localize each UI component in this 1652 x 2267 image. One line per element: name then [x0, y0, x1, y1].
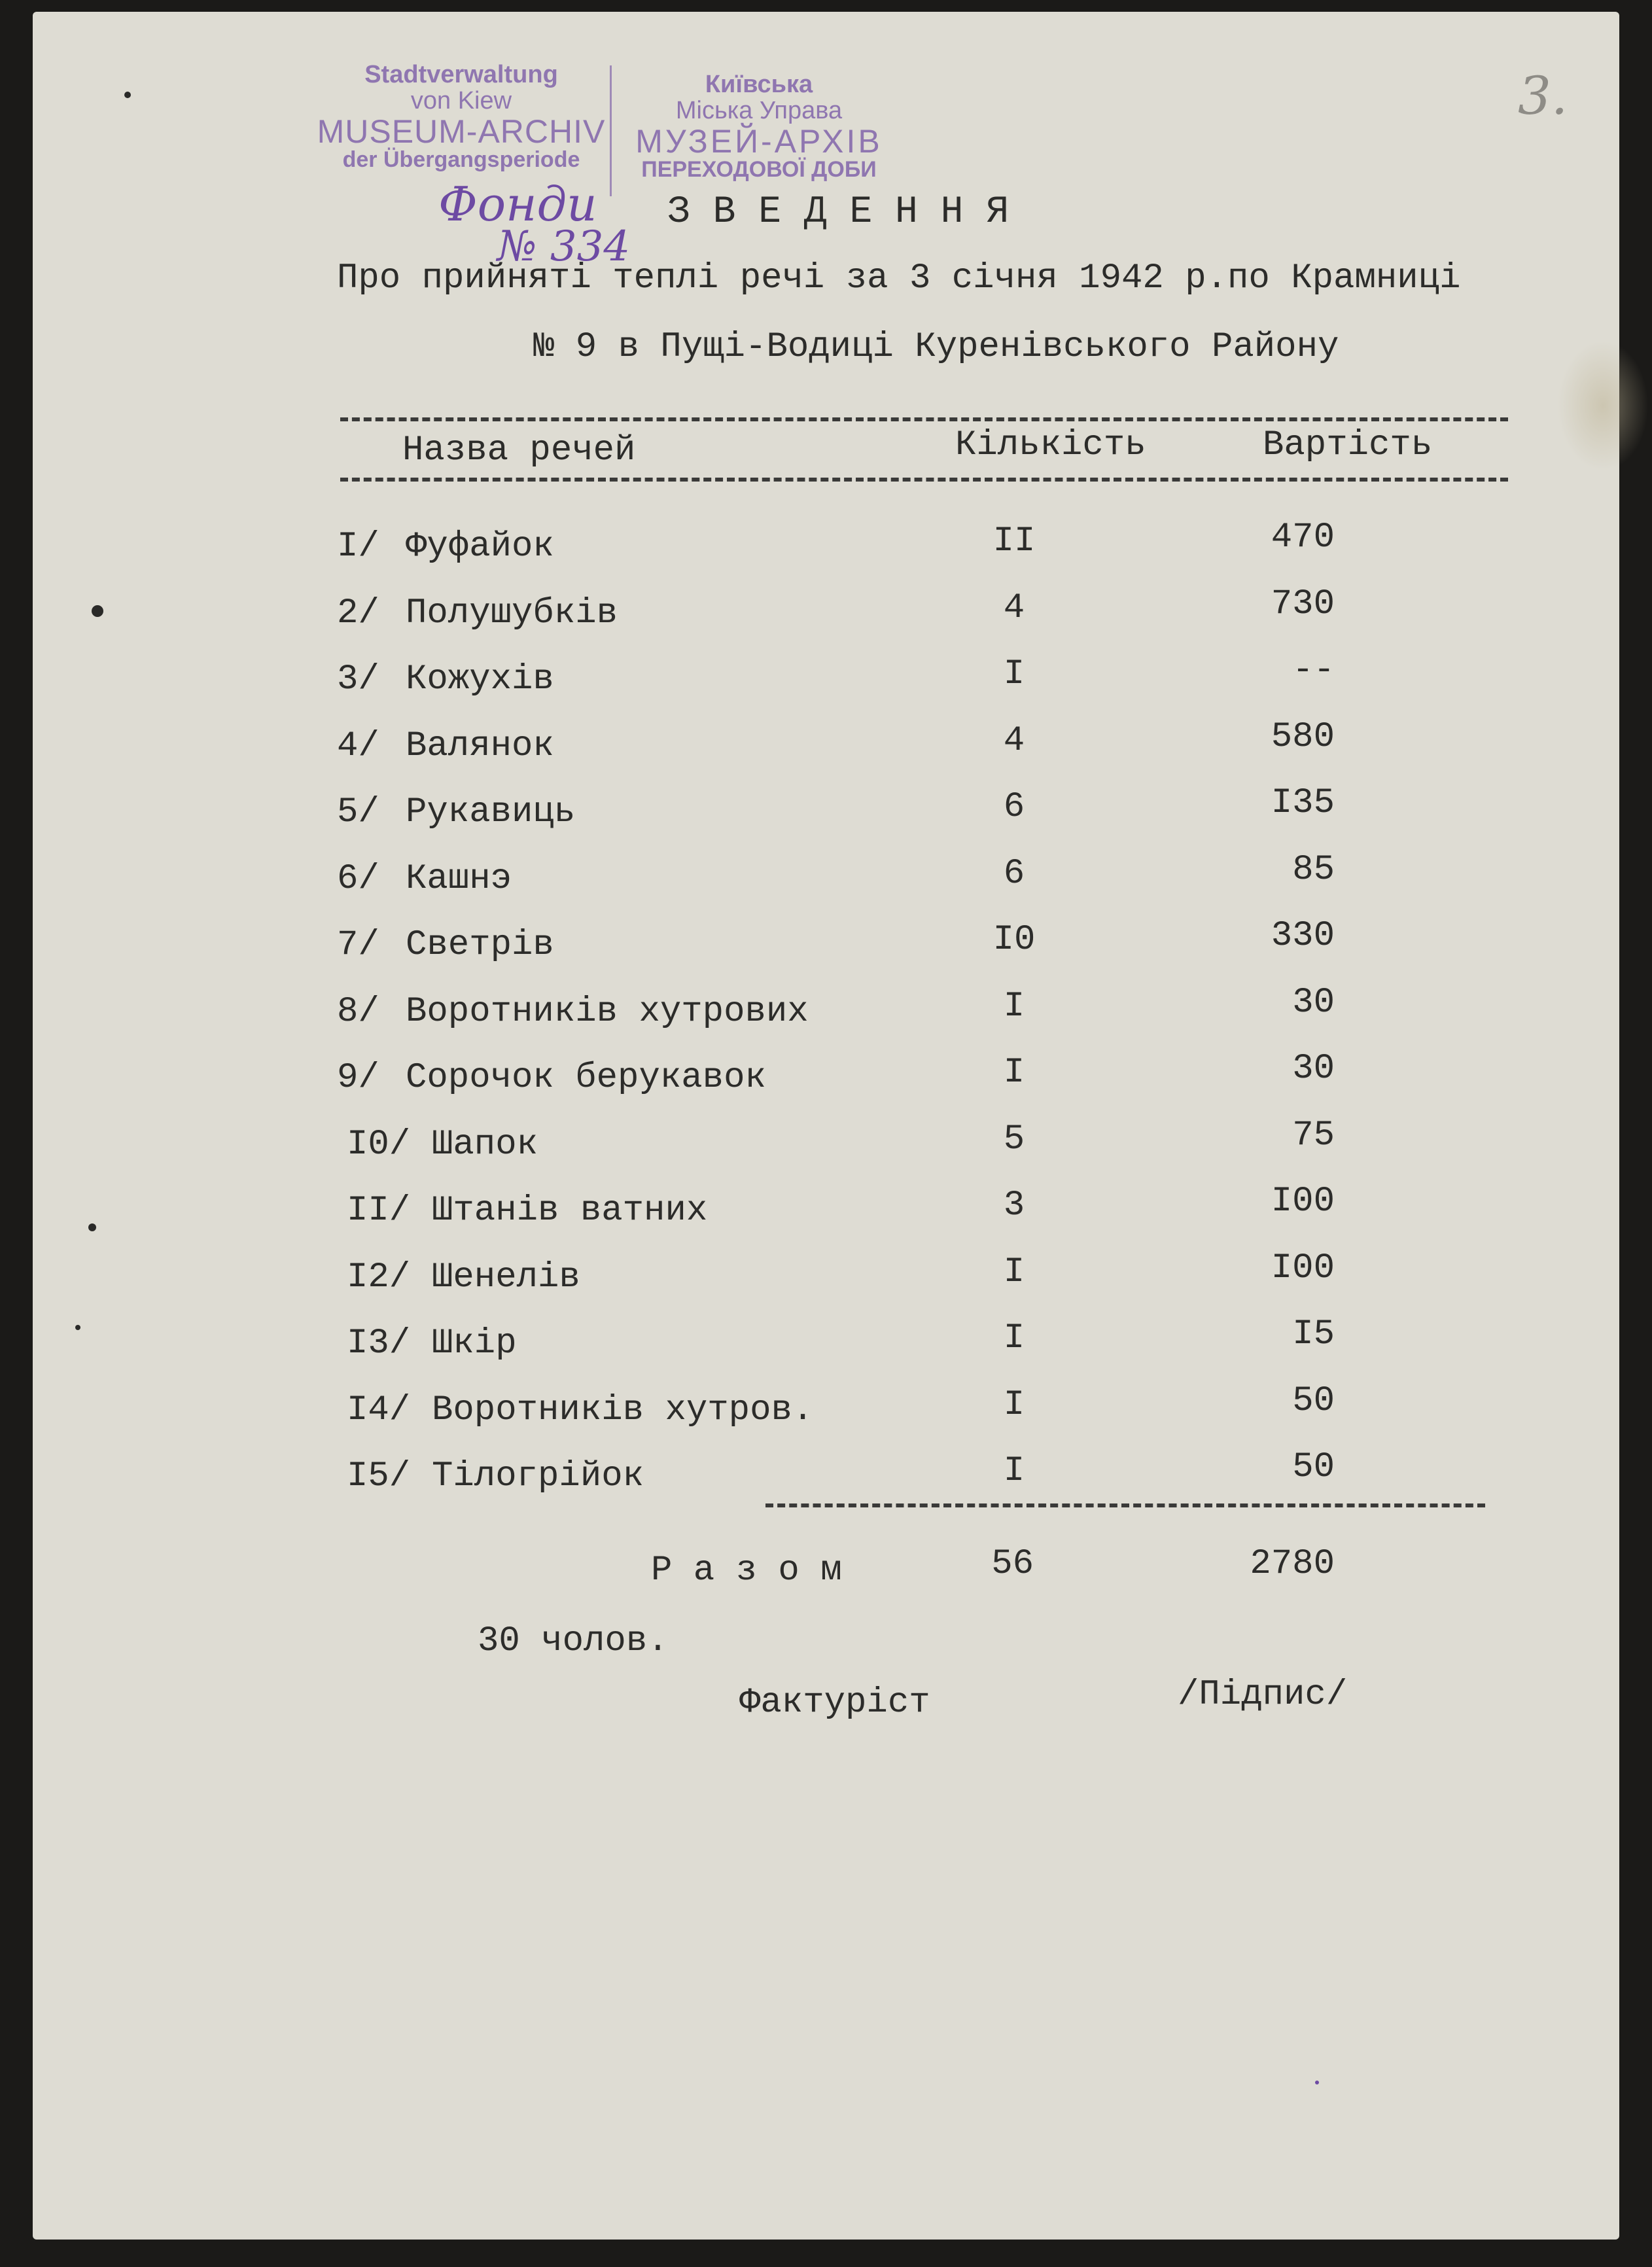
row-number: 3/: [337, 659, 379, 699]
document-title: З В Е Д Е Н Н Я: [667, 191, 1010, 234]
row-item-name: Воротників хутров.: [432, 1390, 814, 1430]
row-quantity: I0: [993, 920, 1036, 960]
row-number: 7/: [337, 925, 379, 965]
row-quantity: 3: [1003, 1186, 1025, 1225]
row-item-name: Кашнэ: [406, 859, 512, 899]
row-number: 8/: [337, 992, 379, 1032]
row-number: I/: [337, 527, 379, 567]
row-quantity: 6: [1003, 787, 1025, 827]
row-value: --: [1292, 650, 1335, 690]
paper-stain: [1557, 340, 1649, 471]
signature-placeholder: /Підпис/: [1178, 1675, 1348, 1715]
row-item-name: Шапок: [432, 1125, 538, 1165]
row-value: 85: [1292, 850, 1335, 890]
row-number: 6/: [337, 859, 379, 899]
header-quantity: Кількість: [955, 425, 1146, 465]
row-value: 75: [1292, 1116, 1335, 1155]
row-value: 580: [1271, 717, 1335, 757]
row-number: II/: [347, 1191, 411, 1231]
stamp-line: Міська Управа: [675, 96, 843, 124]
divider-dashed: [340, 478, 1508, 482]
row-item-name: Штанів ватних: [432, 1191, 708, 1231]
row-quantity: 4: [1003, 588, 1025, 628]
row-item-name: Кожухів: [406, 659, 554, 699]
row-value: 330: [1271, 916, 1335, 956]
row-number: I2/: [347, 1257, 411, 1297]
total-label: Р а з о м: [651, 1551, 842, 1590]
row-quantity: I: [1003, 1252, 1025, 1292]
header-name: Назва речей: [402, 431, 636, 470]
row-quantity: I: [1003, 1318, 1025, 1358]
handwritten-fond-label: Фонди: [438, 177, 597, 232]
row-number: 4/: [337, 726, 379, 766]
stamp-line: Київська: [705, 71, 813, 98]
stamp-ukrainian: [612, 72, 906, 182]
page-number: 3.: [1518, 65, 1568, 126]
row-value: 470: [1271, 518, 1335, 557]
row-number: 2/: [337, 593, 379, 633]
row-quantity: I: [1003, 1385, 1025, 1425]
document-subtitle-line2: № 9 в Пущі-Водиці Куренівського Району: [533, 327, 1339, 367]
paper-speck: [124, 92, 131, 98]
paper-speck: [92, 605, 103, 617]
row-quantity: I: [1003, 1451, 1025, 1491]
row-value: 730: [1271, 584, 1335, 624]
stamp-line: der Übergangsperiode: [342, 147, 580, 173]
people-count: 30 чолов.: [478, 1621, 669, 1661]
row-value: I00: [1271, 1248, 1335, 1288]
row-quantity: 4: [1003, 721, 1025, 761]
row-item-name: Фуфайок: [406, 527, 554, 567]
divider-dashed: [340, 417, 1508, 421]
row-number: I4/: [347, 1390, 411, 1430]
row-item-name: Рукавиць: [406, 792, 576, 832]
row-item-name: Шенелів: [432, 1257, 580, 1297]
paper-speck: [88, 1223, 96, 1231]
row-item-name: Светрів: [406, 925, 554, 965]
stamp-german: [314, 62, 608, 172]
row-item-name: Тілогрійок: [432, 1456, 644, 1496]
stamp-line: ПЕРЕХОДОВОЇ ДОБИ: [641, 157, 877, 183]
row-quantity: 6: [1003, 854, 1025, 894]
row-quantity: I: [1003, 654, 1025, 694]
row-item-name: Валянок: [406, 726, 554, 766]
row-number: I0/: [347, 1125, 411, 1165]
row-item-name: Воротників хутрових: [406, 992, 809, 1032]
handwritten-fond-number: № 334: [497, 222, 631, 271]
row-value: 30: [1292, 983, 1335, 1023]
row-value: 50: [1292, 1447, 1335, 1487]
header-value: Вартість: [1263, 425, 1433, 465]
paper-speck: [1315, 2081, 1319, 2084]
row-value: I35: [1271, 783, 1335, 823]
row-value: 50: [1292, 1381, 1335, 1421]
stamp-line: МУЗЕЙ-АРХІВ: [635, 122, 883, 160]
stamp-line: MUSEUM-ARCHIV: [317, 113, 606, 150]
total-quantity: 56: [991, 1544, 1034, 1584]
stamp-line: Stadtverwaltung: [364, 61, 558, 88]
row-number: I3/: [347, 1324, 411, 1363]
total-value: 2780: [1250, 1544, 1335, 1584]
divider-dashed: [765, 1503, 1485, 1507]
row-value: 30: [1292, 1049, 1335, 1089]
row-number: 5/: [337, 792, 379, 832]
stamp-line: von Kiew: [410, 86, 512, 114]
row-quantity: I: [1003, 987, 1025, 1027]
row-item-name: Полушубків: [406, 593, 618, 633]
row-quantity: I: [1003, 1053, 1025, 1093]
row-number: 9/: [337, 1058, 379, 1098]
row-item-name: Шкір: [432, 1324, 517, 1363]
row-quantity: 5: [1003, 1119, 1025, 1159]
row-value: I00: [1271, 1182, 1335, 1221]
row-item-name: Сорочок берукавок: [406, 1058, 766, 1098]
row-number: I5/: [347, 1456, 411, 1496]
paper-speck: [75, 1325, 80, 1330]
row-quantity: II: [993, 521, 1036, 561]
row-value: I5: [1292, 1314, 1335, 1354]
signature-role: Фактуріст: [739, 1683, 930, 1723]
document-subtitle-line1: Про прийняті теплі речі за 3 січня 1942 р.по Крамниці: [337, 258, 1461, 298]
